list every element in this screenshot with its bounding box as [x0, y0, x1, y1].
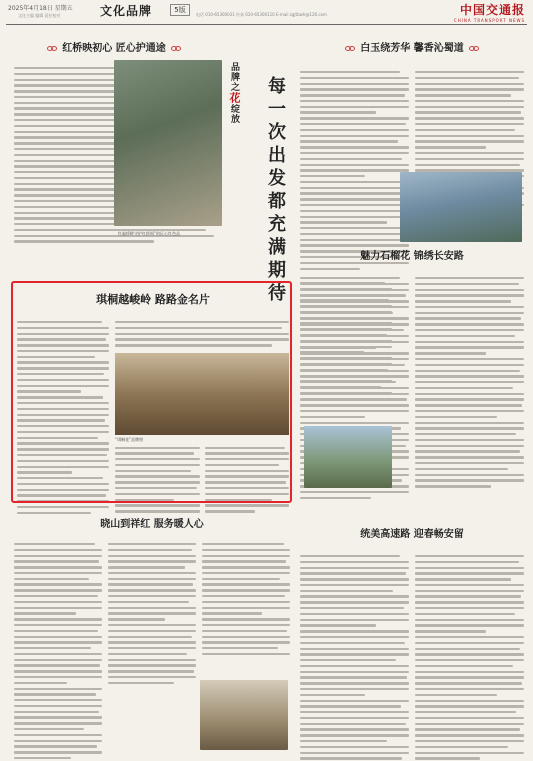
- article-a6: [300, 522, 524, 754]
- article-a2-title: 白玉绕芳华 馨香沁蜀道: [360, 43, 464, 54]
- cloud-scroll-icon: [171, 44, 181, 51]
- article-a3-title: 琪桐越峻岭 路路金名片: [96, 293, 210, 306]
- cloud-scroll-icon: [469, 44, 479, 51]
- highlight-frame: [11, 281, 292, 503]
- contact-line: 电话 010-65300031 传真 010-65300110 E-mail zgjtbwh@126.com: [196, 12, 327, 17]
- cloud-scroll-icon: [345, 44, 355, 51]
- page-header: [0, 0, 533, 26]
- article-a1-title: 红桥映初心 匠心护通途: [62, 43, 166, 54]
- photo-pomegranate-road: [304, 426, 392, 488]
- page-number: 5版: [170, 4, 190, 16]
- article-a6-title: 统美高速路 迎春畅安留: [360, 529, 464, 540]
- photo-caption: 红遍桥畔守护红桥间”的匠心红色品: [118, 231, 181, 236]
- header-rule: [6, 24, 527, 25]
- article-a5-title: 晓山到祥红 服务暖人心: [100, 519, 204, 530]
- photo-red-bridge: [114, 60, 222, 226]
- photo-service-area: [200, 680, 288, 750]
- issue-date: 2025年4月18日 星期五: [8, 5, 73, 12]
- article-a4-title: 魅力石榴花 锦绣长安路: [360, 251, 464, 262]
- newspaper-logo: [454, 1, 525, 23]
- cloud-scroll-icon: [47, 44, 57, 51]
- photo-caption: “琪桐花”品牌照: [115, 436, 144, 442]
- logo-en: CHINA TRANSPORT NEWS: [453, 18, 525, 23]
- brand-banner: 品牌之花绽放: [228, 62, 241, 124]
- logo-cn: 中国交通报: [459, 3, 525, 17]
- photo-shudao-road: [400, 172, 522, 242]
- editor-line: 文化主编 编辑 责任校对: [18, 13, 61, 18]
- section-title: 文化品牌: [100, 4, 153, 18]
- main-headline: 每一次出发都充满期待: [265, 76, 286, 306]
